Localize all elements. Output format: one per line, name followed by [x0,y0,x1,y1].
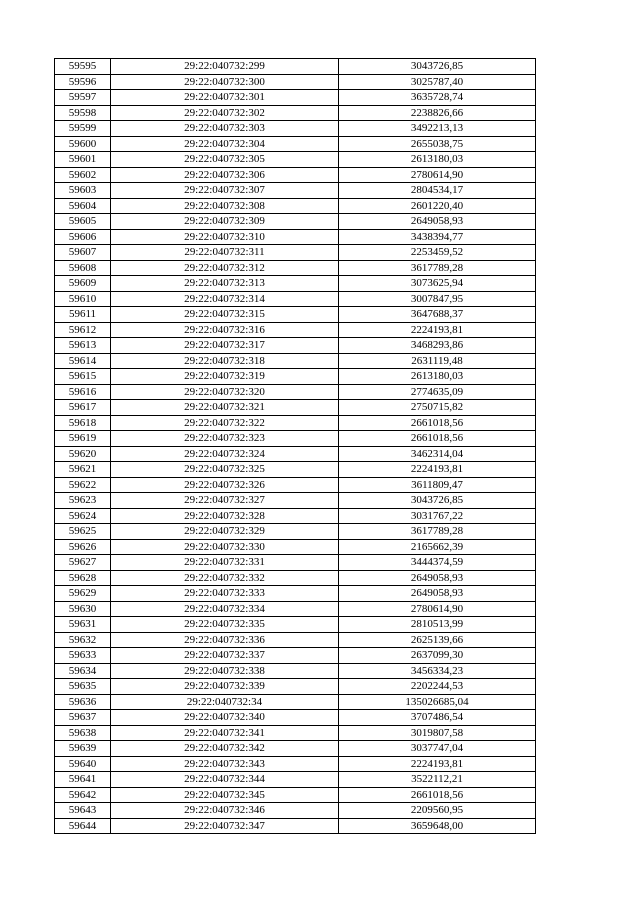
row-number-cell: 59596 [55,74,111,90]
table-row [55,787,536,803]
cadastral-value-cell: 3007847,95 [339,291,536,307]
cadastral-number-cell: 29:22:040732:339 [111,679,339,695]
cadastral-value-cell: 2661018,56 [339,431,536,447]
cadastral-number-cell: 29:22:040732:343 [111,756,339,772]
row-number-cell: 59642 [55,787,111,803]
cadastral-value-cell: 3468293,86 [339,338,536,354]
row-number-cell: 59617 [55,400,111,416]
cadastral-value-cell: 2649058,93 [339,570,536,586]
table-row [55,555,536,571]
table-row [55,601,536,617]
row-number-cell: 59636 [55,694,111,710]
table-row [55,741,536,757]
cadastral-value-cell: 2649058,93 [339,214,536,230]
table-row [55,322,536,338]
cadastral-number-cell: 29:22:040732:305 [111,152,339,168]
row-number-cell: 59632 [55,632,111,648]
row-number-cell: 59638 [55,725,111,741]
cadastral-value-cell: 2655038,75 [339,136,536,152]
cadastral-value-cell: 3456334,23 [339,663,536,679]
table-row [55,725,536,741]
cadastral-value-cell: 2238826,66 [339,105,536,121]
cadastral-value-cell: 3462314,04 [339,446,536,462]
row-number-cell: 59606 [55,229,111,245]
table-row [55,152,536,168]
table-row [55,198,536,214]
table-row [55,710,536,726]
table-row [55,384,536,400]
cadastral-value-cell: 3647688,37 [339,307,536,323]
cadastral-value-cell: 3611809,47 [339,477,536,493]
row-number-cell: 59612 [55,322,111,338]
cadastral-value-cell: 2780614,90 [339,167,536,183]
row-number-cell: 59608 [55,260,111,276]
cadastral-number-cell: 29:22:040732:304 [111,136,339,152]
cadastral-value-cell: 3492213,13 [339,121,536,137]
cadastral-number-cell: 29:22:040732:334 [111,601,339,617]
cadastral-value-cell: 2637099,30 [339,648,536,664]
cadastral-value-cell: 2224193,81 [339,462,536,478]
table-row [55,369,536,385]
table-row [55,539,536,555]
table-row [55,632,536,648]
cadastral-number-cell: 29:22:040732:329 [111,524,339,540]
row-number-cell: 59633 [55,648,111,664]
cadastral-number-cell: 29:22:040732:309 [111,214,339,230]
table-row [55,524,536,540]
table-row [55,105,536,121]
cadastral-number-cell: 29:22:040732:316 [111,322,339,338]
row-number-cell: 59627 [55,555,111,571]
row-number-cell: 59628 [55,570,111,586]
cadastral-number-cell: 29:22:040732:318 [111,353,339,369]
cadastral-number-cell: 29:22:040732:320 [111,384,339,400]
cadastral-number-cell: 29:22:040732:331 [111,555,339,571]
cadastral-number-cell: 29:22:040732:346 [111,803,339,819]
row-number-cell: 59640 [55,756,111,772]
cadastral-value-cell: 2613180,03 [339,152,536,168]
table-row [55,136,536,152]
cadastral-value-cell: 2165662,39 [339,539,536,555]
table-body [55,59,536,834]
row-number-cell: 59621 [55,462,111,478]
cadastral-value-cell: 3019807,58 [339,725,536,741]
table-row [55,400,536,416]
cadastral-value-cell: 3025787,40 [339,74,536,90]
row-number-cell: 59625 [55,524,111,540]
table-row [55,818,536,834]
cadastral-value-cell: 135026685,04 [339,694,536,710]
row-number-cell: 59616 [55,384,111,400]
row-number-cell: 59607 [55,245,111,261]
cadastral-number-cell: 29:22:040732:310 [111,229,339,245]
cadastral-number-cell: 29:22:040732:301 [111,90,339,106]
cadastral-number-cell: 29:22:040732:317 [111,338,339,354]
row-number-cell: 59637 [55,710,111,726]
cadastral-value-cell: 3438394,77 [339,229,536,245]
cadastral-value-cell: 2613180,03 [339,369,536,385]
row-number-cell: 59629 [55,586,111,602]
row-number-cell: 59610 [55,291,111,307]
table-row [55,338,536,354]
table-row [55,663,536,679]
cadastral-value-cell: 2601220,40 [339,198,536,214]
cadastral-number-cell: 29:22:040732:336 [111,632,339,648]
cadastral-number-cell: 29:22:040732:344 [111,772,339,788]
row-number-cell: 59611 [55,307,111,323]
cadastral-value-cell: 3617789,28 [339,524,536,540]
table-row [55,121,536,137]
cadastral-value-cell: 2804534,17 [339,183,536,199]
row-number-cell: 59641 [55,772,111,788]
row-number-cell: 59620 [55,446,111,462]
table-row [55,493,536,509]
cadastral-value-cell: 3031767,22 [339,508,536,524]
table-row [55,353,536,369]
cadastral-value-table [54,58,536,834]
cadastral-value-cell: 3635728,74 [339,90,536,106]
cadastral-number-cell: 29:22:040732:326 [111,477,339,493]
table-row [55,415,536,431]
cadastral-value-cell: 2750715,82 [339,400,536,416]
row-number-cell: 59639 [55,741,111,757]
table-row [55,462,536,478]
table-row [55,586,536,602]
cadastral-number-cell: 29:22:040732:332 [111,570,339,586]
cadastral-value-cell: 3037747,04 [339,741,536,757]
row-number-cell: 59624 [55,508,111,524]
table-row [55,477,536,493]
cadastral-number-cell: 29:22:040732:340 [111,710,339,726]
row-number-cell: 59603 [55,183,111,199]
row-number-cell: 59643 [55,803,111,819]
cadastral-value-cell: 2774635,09 [339,384,536,400]
table-row [55,648,536,664]
cadastral-number-cell: 29:22:040732:324 [111,446,339,462]
row-number-cell: 59615 [55,369,111,385]
row-number-cell: 59618 [55,415,111,431]
cadastral-number-cell: 29:22:040732:303 [111,121,339,137]
cadastral-number-cell: 29:22:040732:328 [111,508,339,524]
cadastral-value-cell: 3073625,94 [339,276,536,292]
table-row [55,59,536,75]
table-row [55,214,536,230]
table-row [55,803,536,819]
cadastral-value-cell: 3444374,59 [339,555,536,571]
cadastral-value-cell: 3522112,21 [339,772,536,788]
cadastral-number-cell: 29:22:040732:337 [111,648,339,664]
cadastral-number-cell: 29:22:040732:311 [111,245,339,261]
row-number-cell: 59595 [55,59,111,75]
table-row [55,307,536,323]
table-row [55,508,536,524]
row-number-cell: 59631 [55,617,111,633]
row-number-cell: 59644 [55,818,111,834]
cadastral-value-cell: 3043726,85 [339,59,536,75]
cadastral-number-cell: 29:22:040732:308 [111,198,339,214]
cadastral-value-cell: 2224193,81 [339,756,536,772]
cadastral-number-cell: 29:22:040732:347 [111,818,339,834]
row-number-cell: 59601 [55,152,111,168]
row-number-cell: 59605 [55,214,111,230]
row-number-cell: 59634 [55,663,111,679]
row-number-cell: 59623 [55,493,111,509]
cadastral-number-cell: 29:22:040732:330 [111,539,339,555]
row-number-cell: 59597 [55,90,111,106]
cadastral-value-cell: 2780614,90 [339,601,536,617]
cadastral-number-cell: 29:22:040732:338 [111,663,339,679]
cadastral-value-cell: 2631119,48 [339,353,536,369]
cadastral-number-cell: 29:22:040732:342 [111,741,339,757]
cadastral-number-cell: 29:22:040732:299 [111,59,339,75]
cadastral-number-cell: 29:22:040732:323 [111,431,339,447]
cadastral-number-cell: 29:22:040732:345 [111,787,339,803]
cadastral-number-cell: 29:22:040732:302 [111,105,339,121]
cadastral-number-cell: 29:22:040732:321 [111,400,339,416]
cadastral-value-cell: 3659648,00 [339,818,536,834]
cadastral-value-cell: 3707486,54 [339,710,536,726]
table-row [55,431,536,447]
row-number-cell: 59604 [55,198,111,214]
row-number-cell: 59619 [55,431,111,447]
table-row [55,183,536,199]
table-row [55,291,536,307]
row-number-cell: 59602 [55,167,111,183]
row-number-cell: 59598 [55,105,111,121]
row-number-cell: 59630 [55,601,111,617]
table-row [55,694,536,710]
cadastral-number-cell: 29:22:040732:307 [111,183,339,199]
row-number-cell: 59599 [55,121,111,137]
cadastral-value-cell: 2810513,99 [339,617,536,633]
table-row [55,229,536,245]
row-number-cell: 59622 [55,477,111,493]
row-number-cell: 59613 [55,338,111,354]
table-row [55,617,536,633]
cadastral-value-cell: 2224193,81 [339,322,536,338]
cadastral-number-cell: 29:22:040732:34 [111,694,339,710]
cadastral-value-cell: 2202244,53 [339,679,536,695]
row-number-cell: 59635 [55,679,111,695]
cadastral-value-cell: 2649058,93 [339,586,536,602]
row-number-cell: 59600 [55,136,111,152]
cadastral-number-cell: 29:22:040732:341 [111,725,339,741]
table-row [55,570,536,586]
cadastral-number-cell: 29:22:040732:325 [111,462,339,478]
table-row [55,90,536,106]
cadastral-value-cell: 2253459,52 [339,245,536,261]
table-row [55,446,536,462]
cadastral-number-cell: 29:22:040732:319 [111,369,339,385]
cadastral-value-cell: 2625139,66 [339,632,536,648]
cadastral-number-cell: 29:22:040732:300 [111,74,339,90]
cadastral-number-cell: 29:22:040732:315 [111,307,339,323]
row-number-cell: 59626 [55,539,111,555]
cadastral-value-cell: 2209560,95 [339,803,536,819]
table-row [55,245,536,261]
table-row [55,260,536,276]
cadastral-number-cell: 29:22:040732:333 [111,586,339,602]
cadastral-number-cell: 29:22:040732:327 [111,493,339,509]
cadastral-number-cell: 29:22:040732:335 [111,617,339,633]
cadastral-value-cell: 3043726,85 [339,493,536,509]
table-row [55,772,536,788]
table-row [55,276,536,292]
cadastral-value-cell: 3617789,28 [339,260,536,276]
cadastral-number-cell: 29:22:040732:306 [111,167,339,183]
cadastral-value-cell: 2661018,56 [339,787,536,803]
table-row [55,679,536,695]
cadastral-value-cell: 2661018,56 [339,415,536,431]
row-number-cell: 59614 [55,353,111,369]
cadastral-number-cell: 29:22:040732:313 [111,276,339,292]
cadastral-number-cell: 29:22:040732:312 [111,260,339,276]
table-row [55,756,536,772]
table-row [55,167,536,183]
cadastral-number-cell: 29:22:040732:314 [111,291,339,307]
table-row [55,74,536,90]
cadastral-number-cell: 29:22:040732:322 [111,415,339,431]
row-number-cell: 59609 [55,276,111,292]
